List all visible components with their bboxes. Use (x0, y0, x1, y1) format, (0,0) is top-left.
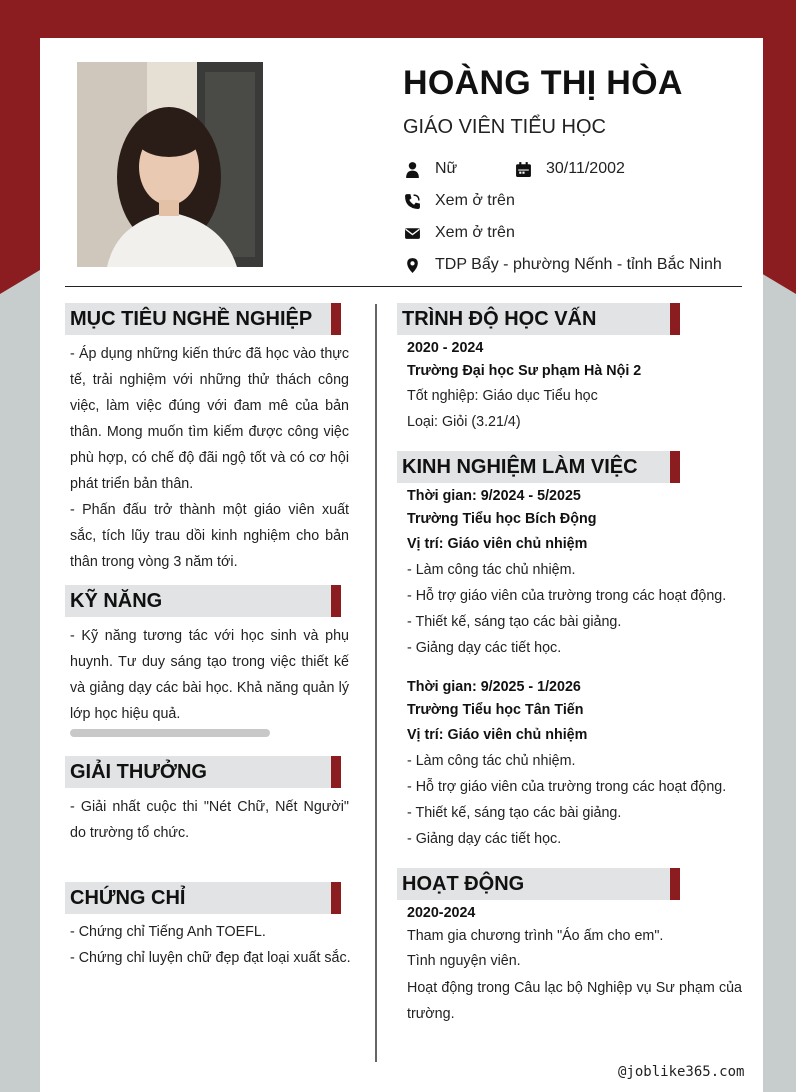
email-value: Xem ở trên (435, 224, 515, 241)
job-position: Vị trí: Giáo viên chủ nhiệm (407, 536, 588, 552)
job-task: - Hỗ trợ giáo viên của trường trong các hoạt động. (407, 588, 727, 604)
activities-line: Hoạt động trong Câu lạc bộ Nghiệp vụ Sư phạm của trường. (407, 980, 742, 1022)
skill-level-bar (70, 729, 270, 737)
activities-line: Tình nguyện viên. (407, 953, 521, 969)
section-experience-label: KINH NGHIỆM LÀM VIỆC (402, 455, 638, 478)
activities-period: 2020-2024 (407, 905, 476, 921)
gender-value: Nữ (435, 160, 458, 177)
section-accent (670, 303, 680, 335)
section-activities-label: HOẠT ĐỘNG (402, 872, 525, 895)
envelope-icon (404, 225, 421, 242)
job-time: Thời gian: 9/2025 - 1/2026 (407, 679, 581, 695)
header-divider (65, 286, 742, 287)
skills-text: - Kỹ năng tương tác với học sinh và phụ huynh. Tư duy sáng tạo trong việc thiết kế và giảng dạy các bài học. Khả năng quản lý lớp học hiệu quả. (70, 628, 349, 722)
education-grade: Loại: Giỏi (3.21/4) (407, 414, 521, 430)
calendar-icon (515, 161, 532, 178)
section-education-label: TRÌNH ĐỘ HỌC VẤN (402, 307, 597, 330)
phone-value: Xem ở trên (435, 192, 515, 209)
cv-page (40, 38, 763, 1092)
job-title: GIÁO VIÊN TIỂU HỌC (403, 116, 606, 138)
full-name: HOÀNG THỊ HÒA (403, 64, 683, 102)
job-task: - Làm công tác chủ nhiệm. (407, 753, 576, 769)
section-experience-title (397, 451, 680, 483)
section-accent (331, 303, 341, 335)
job-company: Trường Tiểu học Tân Tiến (407, 702, 584, 718)
section-activities-title (397, 868, 680, 900)
section-objective-label: MỤC TIÊU NGHỀ NGHIỆP (70, 307, 313, 330)
profile-photo (77, 62, 263, 267)
job-time: Thời gian: 9/2024 - 5/2025 (407, 488, 581, 504)
certificate-item: - Chứng chỉ luyện chữ đẹp đạt loại xuất sắc. (70, 950, 351, 966)
education-period: 2020 - 2024 (407, 340, 484, 356)
job-position: Vị trí: Giáo viên chủ nhiệm (407, 727, 588, 743)
footer-brand: @joblike365.com (618, 1064, 745, 1080)
activities-line: Tham gia chương trình "Áo ấm cho em". (407, 928, 664, 944)
section-education-title (397, 303, 680, 335)
job-company: Trường Tiểu học Bích Động (407, 511, 597, 527)
email-row (404, 224, 515, 242)
birthdate-row (515, 160, 625, 178)
section-accent (670, 451, 680, 483)
section-accent (331, 882, 341, 914)
gender-row (404, 160, 457, 178)
background-left (0, 300, 40, 1092)
background-right (763, 300, 796, 1092)
section-certificates-title (65, 882, 341, 914)
job-task: - Thiết kế, sáng tạo các bài giảng. (407, 805, 622, 821)
education-major: Tốt nghiệp: Giáo dục Tiểu học (407, 388, 598, 404)
section-accent (331, 756, 341, 788)
section-objective-title (65, 303, 341, 335)
location-pin-icon (404, 257, 421, 274)
job-task: - Thiết kế, sáng tạo các bài giảng. (407, 614, 622, 630)
address-value: TDP Bẩy - phường Nếnh - tỉnh Bắc Ninh (435, 256, 722, 273)
phone-icon (404, 193, 421, 210)
job-task: - Hỗ trợ giáo viên của trường trong các hoạt động. (407, 779, 727, 795)
job-task: - Giảng dạy các tiết học. (407, 640, 562, 656)
section-accent (331, 585, 341, 617)
column-divider (375, 304, 377, 1062)
phone-row (404, 192, 515, 210)
awards-text: - Giải nhất cuộc thi "Nét Chữ, Nết Người" do trường tổ chức. (70, 799, 349, 841)
section-skills-title (65, 585, 341, 617)
section-skills-label: KỸ NĂNG (70, 589, 163, 612)
person-icon (404, 161, 421, 178)
job-task: - Làm công tác chủ nhiệm. (407, 562, 576, 578)
objective-text-1: - Áp dụng những kiến thức đã học vào thực tế, trải nghiệm với những thử thách công việc, làm việc đúng với đam mê của bản thân. Mong muốn tìm kiếm được công việc phù hợp, có chế độ đãi ngộ tốt và có cơ hội phát triển bản thân. (70, 346, 349, 492)
certificate-item: - Chứng chỉ Tiếng Anh TOEFL. (70, 924, 266, 940)
section-awards-title (65, 756, 341, 788)
birthdate-value: 30/11/2002 (546, 160, 625, 177)
section-awards-label: GIẢI THƯỞNG (70, 760, 207, 783)
education-school: Trường Đại học Sư phạm Hà Nội 2 (407, 363, 642, 379)
section-accent (670, 868, 680, 900)
objective-text-2: - Phấn đấu trở thành một giáo viên xuất sắc, tích lũy trau dồi kinh nghiệm cho bản thân trong vòng 3 năm tới. (70, 502, 349, 570)
address-row (404, 256, 722, 274)
job-task: - Giảng dạy các tiết học. (407, 831, 562, 847)
section-certificates-label: CHỨNG CHỈ (70, 886, 186, 909)
